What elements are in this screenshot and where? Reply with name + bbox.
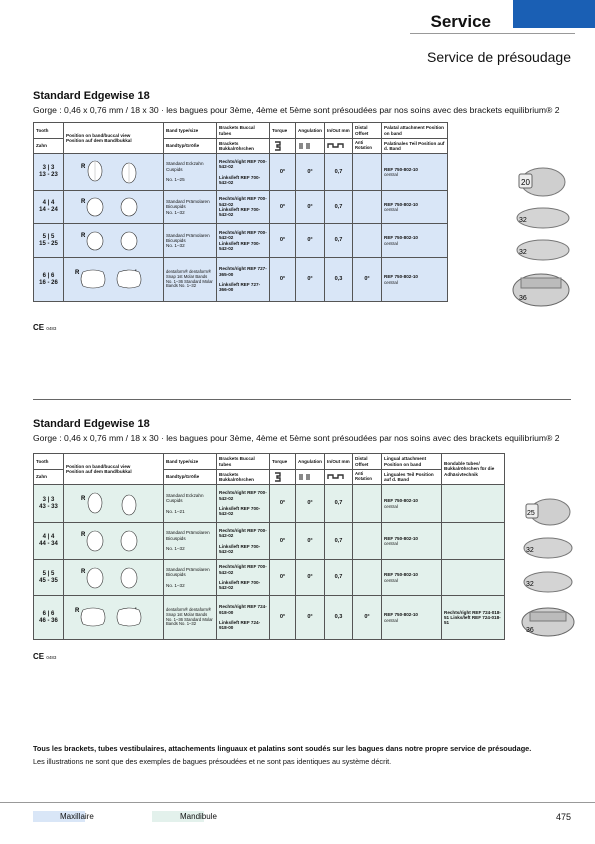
offset-value	[353, 154, 382, 191]
footer-note-bold: Tous les brackets, tubes vestibulaires, attachements linguaux et palatins sont soudés sur les bagues dans notre propre service de présoudage.	[33, 744, 532, 753]
table-row	[34, 596, 505, 640]
band-type-cell: dentaform® dentaform® Snap 1st Molar Bands No. 1–36 Standard Molar Bands No. 1–32	[164, 258, 217, 302]
band-position-diagram	[64, 191, 164, 224]
col-offset: Distal Offset	[353, 123, 382, 139]
col-bandtype-de: Bandtyp/Größe	[164, 139, 217, 154]
offset-value	[353, 523, 382, 560]
inout-value: 0,7	[325, 560, 353, 596]
band-position-diagram	[64, 485, 164, 523]
angulation-value: 0°	[296, 191, 325, 224]
col-position: Position on band/buccal view Position auf dem Band/bukkal	[64, 123, 164, 154]
section2-title: Standard Edgewise 18	[33, 418, 150, 430]
svg-text:20: 20	[521, 178, 530, 187]
section1-table	[33, 122, 448, 302]
col-palatal-de: Palatinales Teil Position auf d. Band	[382, 139, 448, 154]
band-type-cell: Standard Eckzahn Cuspids No. 1–25	[164, 154, 217, 191]
page-number: 475	[555, 812, 571, 822]
inout-value: 0,7	[325, 154, 353, 191]
bracket-ref-cell: Rechts/right REF 727-365-00 Links/left REF 727-366-00	[217, 258, 270, 302]
page-subtitle: Service de présoudage	[427, 49, 571, 65]
section1-title: Standard Edgewise 18	[33, 90, 150, 102]
inout-value: 0,7	[325, 191, 353, 224]
band-position-diagram	[64, 258, 164, 302]
inout-value: 0,3	[325, 258, 353, 302]
bondable-cell	[442, 560, 505, 596]
tooth-cell: 6 | 6 16 - 26	[34, 258, 64, 302]
col-angulation: Angulation	[296, 454, 325, 470]
table-row	[34, 485, 505, 523]
band-type-cell: Standard Prämolaren Bicuspids No. 1–32	[164, 560, 217, 596]
tooth-cell: 3 | 3 43 - 33	[34, 485, 64, 523]
inout-value: 0,7	[325, 485, 353, 523]
col-tooth-de: Zahn	[34, 470, 64, 485]
band-position-diagram	[64, 560, 164, 596]
bracket-ref-cell: Rechts/right REF 700-542-02 Links/left REF 700-542-02	[217, 523, 270, 560]
col-lingual-de: Linguales Teil Position auf d. Band	[382, 470, 442, 485]
svg-text:R: R	[80, 232, 85, 239]
legend-label-maxillaire: Maxillaire	[60, 812, 94, 821]
torque-icon	[270, 139, 296, 154]
band-position-diagram	[64, 523, 164, 560]
angulation-value: 0°	[296, 560, 325, 596]
inout-value: 0,3	[325, 596, 353, 640]
table-row	[34, 258, 448, 302]
footer-divider	[0, 802, 595, 803]
angulation-icon	[296, 139, 325, 154]
col-brackets: Brackets Buccal tubes	[217, 123, 270, 139]
col-brackets-de: Brackets Bukkalröhrchen	[217, 139, 270, 154]
table-row	[34, 191, 448, 224]
col-torque: Torque	[270, 123, 296, 139]
col-antirot: Anti Rotation	[353, 139, 382, 154]
palatal-cell: REF 750-802-10 central	[382, 224, 448, 258]
ce-mark: CE 0483	[33, 323, 57, 332]
col-torque: Torque	[270, 454, 296, 470]
col-bandtype-de: Bandtyp/Größe	[164, 470, 217, 485]
angulation-value: 0°	[296, 154, 325, 191]
palatal-cell: REF 750-802-10 central	[382, 258, 448, 302]
col-tooth: Tooth	[34, 123, 64, 139]
table-row	[34, 523, 505, 560]
col-brackets: Brackets Buccal tubes	[217, 454, 270, 470]
palatal-cell: REF 750-802-10 central	[382, 191, 448, 224]
section1-description: Gorge : 0,46 x 0,76 mm / 18 x 30 · les bagues pour 3ème, 4ème et 5ème sont présoudées par nos soins avec des brackets equilibrium® 2	[33, 105, 560, 115]
band-position-diagram	[64, 154, 164, 191]
band-position-diagram	[64, 224, 164, 258]
table-row	[34, 224, 448, 258]
svg-text:32: 32	[519, 249, 527, 256]
tooth-cell: 5 | 5 15 - 25	[34, 224, 64, 258]
bracket-ref-cell: Rechts/right REF 700-542-02 Links/left REF 700-542-02	[217, 485, 270, 523]
torque-value: 0°	[270, 258, 296, 302]
col-bandtype: Band type/size	[164, 454, 217, 470]
bracket-ref-cell: Rechts/right REF 700-542-02 Links/left REF 700-542-02	[217, 224, 270, 258]
table-row	[34, 560, 505, 596]
col-angulation: Angulation	[296, 123, 325, 139]
col-antirot: Anti Rotation	[353, 470, 382, 485]
svg-text:R: R	[74, 269, 79, 276]
bracket-ref-cell: Rechts/right REF 700-542-02 Links/left REF 700-542-02	[217, 560, 270, 596]
col-inout: In/Out mm	[325, 454, 353, 470]
band-type-cell: dentaform® dentaform® Snap 1st Molar Bands No. 1–36 Standard Molar Bands No. 1–32	[164, 596, 217, 640]
bracket-ref-cell: Rechts/right REF 724-918-00 Links/left REF 724-918-00	[217, 596, 270, 640]
torque-value: 0°	[270, 523, 296, 560]
lingual-cell: REF 750-802-10 central	[382, 560, 442, 596]
offset-value	[353, 560, 382, 596]
svg-text:R: R	[80, 495, 85, 502]
palatal-cell: REF 750-802-10 central	[382, 154, 448, 191]
tooth-cell: 4 | 4 14 - 24	[34, 191, 64, 224]
tooth-cell: 3 | 3 13 - 23	[34, 154, 64, 191]
col-bondable: Bondable tubes/ Bukkalröhrchen für die Adhäsivtechnik	[442, 454, 505, 485]
legend-label-mandibule: Mandibule	[180, 812, 217, 821]
section2-description: Gorge : 0,46 x 0,76 mm / 18 x 30 · les bagues pour 3ème, 4ème et 5ème sont présoudées par nos soins avec des brackets equilibrium® 2	[33, 433, 560, 443]
section2-table	[33, 453, 505, 640]
svg-text:32: 32	[526, 547, 534, 554]
offset-value	[353, 485, 382, 523]
tooth-cell: 5 | 5 45 - 35	[34, 560, 64, 596]
lingual-cell: REF 750-802-10 central	[382, 596, 442, 640]
torque-icon	[270, 470, 296, 485]
band-type-cell: Standard Prämolaren Bicuspids No. 1–32	[164, 523, 217, 560]
lingual-cell: REF 750-802-10 central	[382, 523, 442, 560]
svg-text:32: 32	[519, 217, 527, 224]
svg-text:R: R	[80, 532, 85, 539]
torque-value: 0°	[270, 224, 296, 258]
bondable-cell	[442, 523, 505, 560]
table-row	[34, 154, 448, 191]
section-divider	[33, 399, 571, 400]
angulation-value: 0°	[296, 485, 325, 523]
svg-text:R: R	[74, 607, 79, 614]
page-header-title: Service	[430, 12, 491, 31]
col-offset: Distal Offset	[353, 454, 382, 470]
svg-text:36: 36	[526, 627, 534, 634]
offset-value	[353, 191, 382, 224]
header-color-block	[513, 0, 595, 28]
inout-value: 0,7	[325, 523, 353, 560]
inout-value: 0,7	[325, 224, 353, 258]
angulation-value: 0°	[296, 224, 325, 258]
torque-value: 0°	[270, 485, 296, 523]
inout-icon	[325, 470, 353, 485]
torque-value: 0°	[270, 596, 296, 640]
col-tooth-de: Zahn	[34, 139, 64, 154]
svg-text:32: 32	[526, 581, 534, 588]
tooth-cell: 4 | 4 44 - 34	[34, 523, 64, 560]
col-tooth: Tooth	[34, 454, 64, 470]
band-type-cell: Standard Prämolaren Bicuspids No. 1–32	[164, 224, 217, 258]
offset-value	[353, 224, 382, 258]
angulation-value: 0°	[296, 596, 325, 640]
torque-value: 0°	[270, 154, 296, 191]
bracket-ref-cell: Rechts/right REF 700-542-02 Links/left REF 700-542-02	[217, 191, 270, 224]
torque-value: 0°	[270, 560, 296, 596]
col-lingual: Lingual attachment Position on band	[382, 454, 442, 470]
tooth-cell: 6 | 6 46 - 36	[34, 596, 64, 640]
band-type-cell: Standard Prämolaren Bicuspids No. 1–32	[164, 191, 217, 224]
band-illustrations-lower	[516, 492, 576, 647]
bondable-cell: Rechts/right REF 724-018-51 Links/left REF 724-018-51	[442, 596, 505, 640]
ce-mark: CE 0483	[33, 652, 57, 661]
angulation-value: 0°	[296, 258, 325, 302]
footer-note: Les illustrations ne sont que des exemples de bagues présoudées et ne sont pas identiques au système décrit.	[33, 757, 392, 766]
col-bandtype: Band type/size	[164, 123, 217, 139]
col-inout: In/Out mm	[325, 123, 353, 139]
svg-text:R: R	[80, 568, 85, 575]
col-position: Position on band/buccal view Position auf dem Band/bukkal	[64, 454, 164, 485]
band-position-diagram	[64, 596, 164, 640]
inout-icon	[325, 139, 353, 154]
col-brackets-de: Brackets Bukkalröhrchen	[217, 470, 270, 485]
header-divider	[410, 33, 575, 34]
angulation-value: 0°	[296, 523, 325, 560]
svg-text:36: 36	[519, 295, 527, 302]
svg-text:R: R	[80, 199, 85, 206]
angulation-icon	[296, 470, 325, 485]
svg-text:25: 25	[527, 510, 535, 517]
bracket-ref-cell: Rechts/right REF 700-542-02 Links/left REF 700-542-02	[217, 154, 270, 191]
offset-value: 0°	[353, 258, 382, 302]
svg-text:R: R	[80, 164, 85, 171]
col-palatal: Palatal attachment Position on band	[382, 123, 448, 139]
torque-value: 0°	[270, 191, 296, 224]
lingual-cell: REF 750-802-10 central	[382, 485, 442, 523]
offset-value: 0°	[353, 596, 382, 640]
band-illustrations-upper	[505, 160, 575, 315]
bondable-cell	[442, 485, 505, 523]
band-type-cell: Standard Eckzahn Cuspids No. 1–21	[164, 485, 217, 523]
